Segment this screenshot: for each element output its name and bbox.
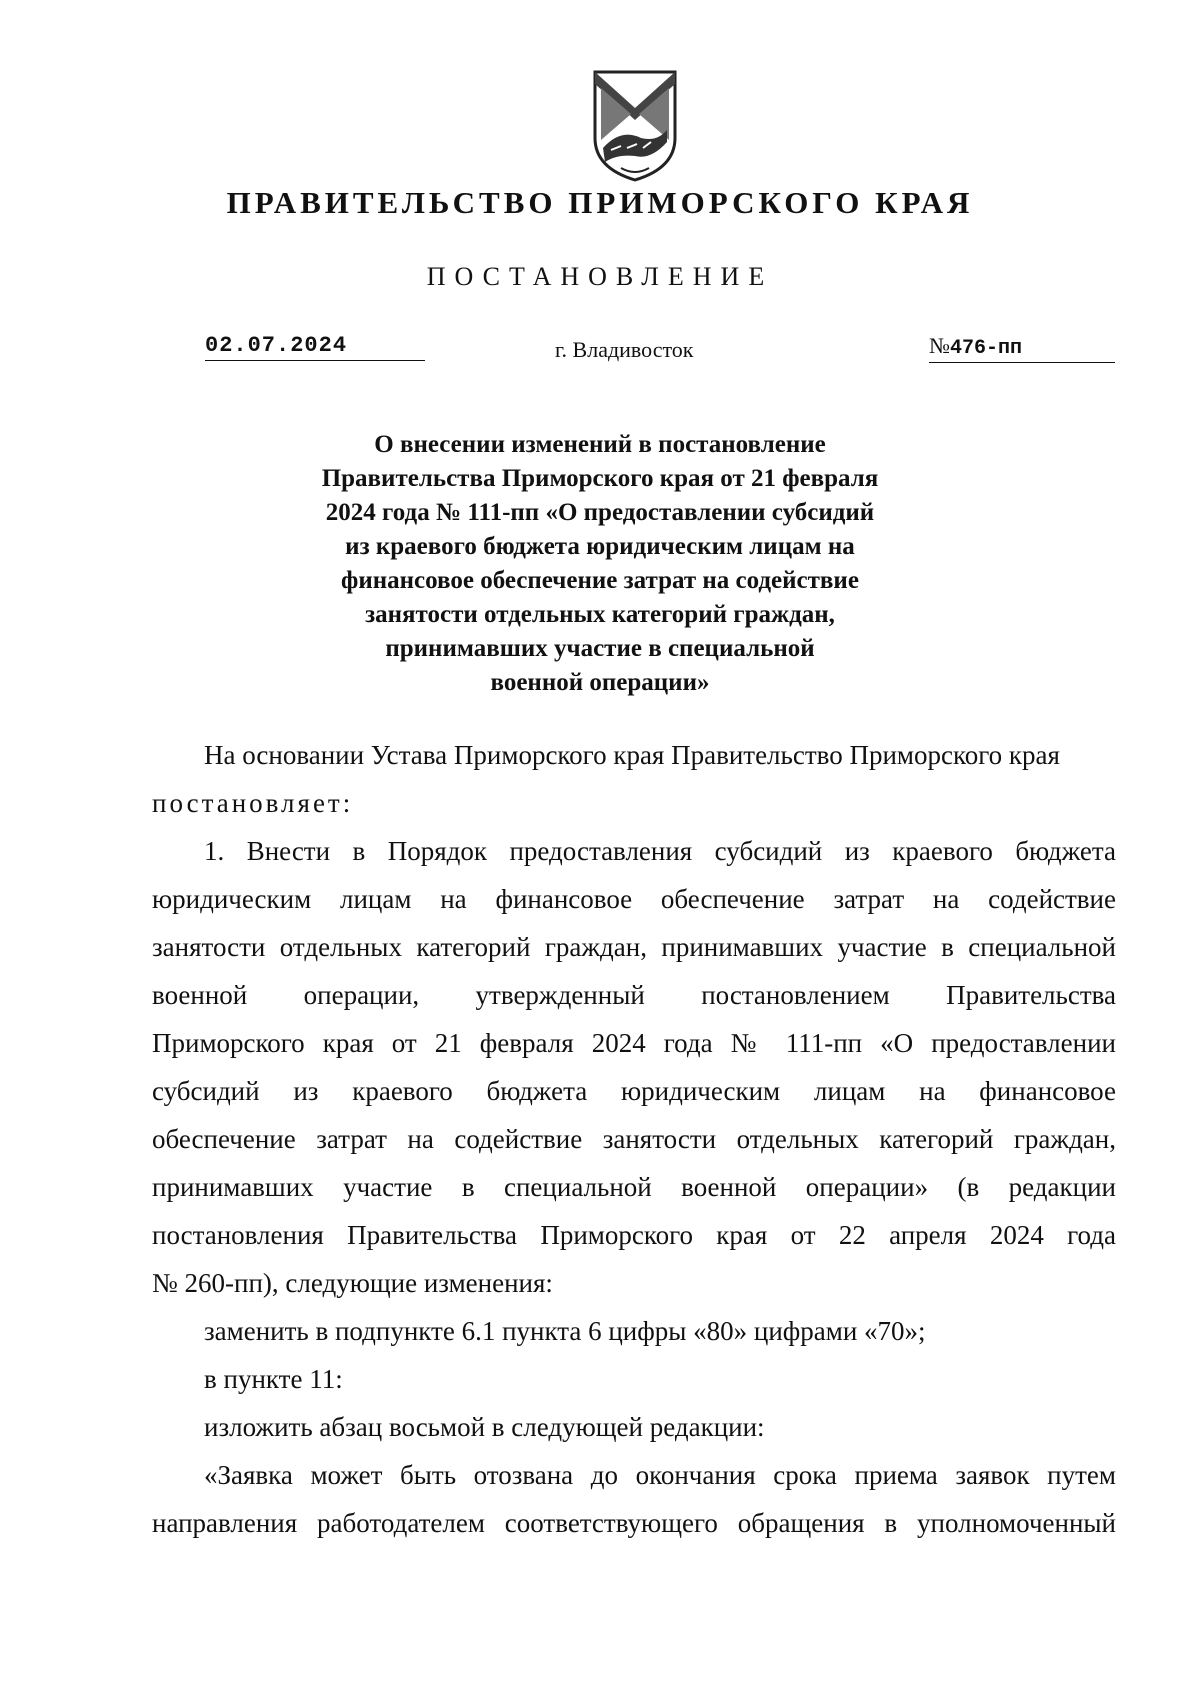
title-line: финансовое обеспечение затрат на содействие bbox=[341, 567, 859, 594]
body-line: Приморского края от 21 февраля 2024 года № 111-пп «О предоставлении bbox=[152, 1028, 1116, 1058]
document-title bbox=[250, 428, 950, 700]
document-number bbox=[929, 333, 1115, 363]
document-city: г. Владивосток bbox=[555, 337, 694, 362]
title-line: военной операции» bbox=[490, 669, 710, 696]
body-line: постановления Правительства Приморского края от 22 апреля 2024 года bbox=[152, 1220, 1116, 1250]
number-sign: № bbox=[929, 333, 950, 358]
title-line: Правительства Приморского края от 21 февраля bbox=[321, 465, 879, 492]
body-line: занятости отдельных категорий граждан, принимавших участие в специальной bbox=[152, 932, 1116, 962]
title-line: из краевого бюджета юридическим лицам на bbox=[345, 533, 855, 560]
title-line: занятости отдельных категорий граждан, bbox=[365, 601, 835, 628]
title-line: О внесении изменений в постановление bbox=[374, 431, 826, 458]
body-line: № 260-пп), следующие изменения: bbox=[152, 1268, 553, 1298]
coat-of-arms-icon bbox=[591, 68, 679, 184]
body-line: направления работодателем соответствующего обращения в уполномоченный bbox=[152, 1508, 1116, 1538]
body-line: обеспечение затрат на содействие занятости отдельных категорий граждан, bbox=[152, 1124, 1116, 1154]
body-line: На основании Устава Приморского края Правительство Приморского края bbox=[204, 740, 1060, 770]
title-line: принимавших участие в специальной bbox=[385, 635, 815, 662]
body-line: принимавших участие в специальной военной операции» (в редакции bbox=[152, 1172, 1116, 1202]
document-type: ПОСТАНОВЛЕНИЕ bbox=[426, 262, 774, 291]
body-line: военной операции, утвержденный постановлением Правительства bbox=[152, 980, 1116, 1010]
body-line: постановляет: bbox=[152, 788, 354, 818]
body-line: «Заявка может быть отозвана до окончания срока приема заявок путем bbox=[204, 1460, 1116, 1490]
body-line: 1. Внести в Порядок предоставления субсидий из краевого бюджета bbox=[204, 836, 1116, 866]
body-line: субсидий из краевого бюджета юридическим лицам на финансовое bbox=[152, 1076, 1116, 1106]
number-value: 476-пп bbox=[950, 337, 1023, 360]
document-date: 02.07.2024 bbox=[205, 333, 425, 361]
body-line: юридическим лицам на финансовое обеспечение затрат на содействие bbox=[152, 884, 1116, 914]
body-line: изложить абзац восьмой в следующей редакции: bbox=[204, 1412, 765, 1442]
body-line: в пункте 11: bbox=[204, 1364, 343, 1394]
body-line: заменить в подпункте 6.1 пункта 6 цифры «80» цифрами «70»; bbox=[204, 1316, 926, 1346]
title-line: 2024 года № 111-пп «О предоставлении субсидий bbox=[325, 499, 875, 526]
organization-title: ПРАВИТЕЛЬСТВО ПРИМОРСКОГО КРАЯ bbox=[226, 185, 974, 220]
